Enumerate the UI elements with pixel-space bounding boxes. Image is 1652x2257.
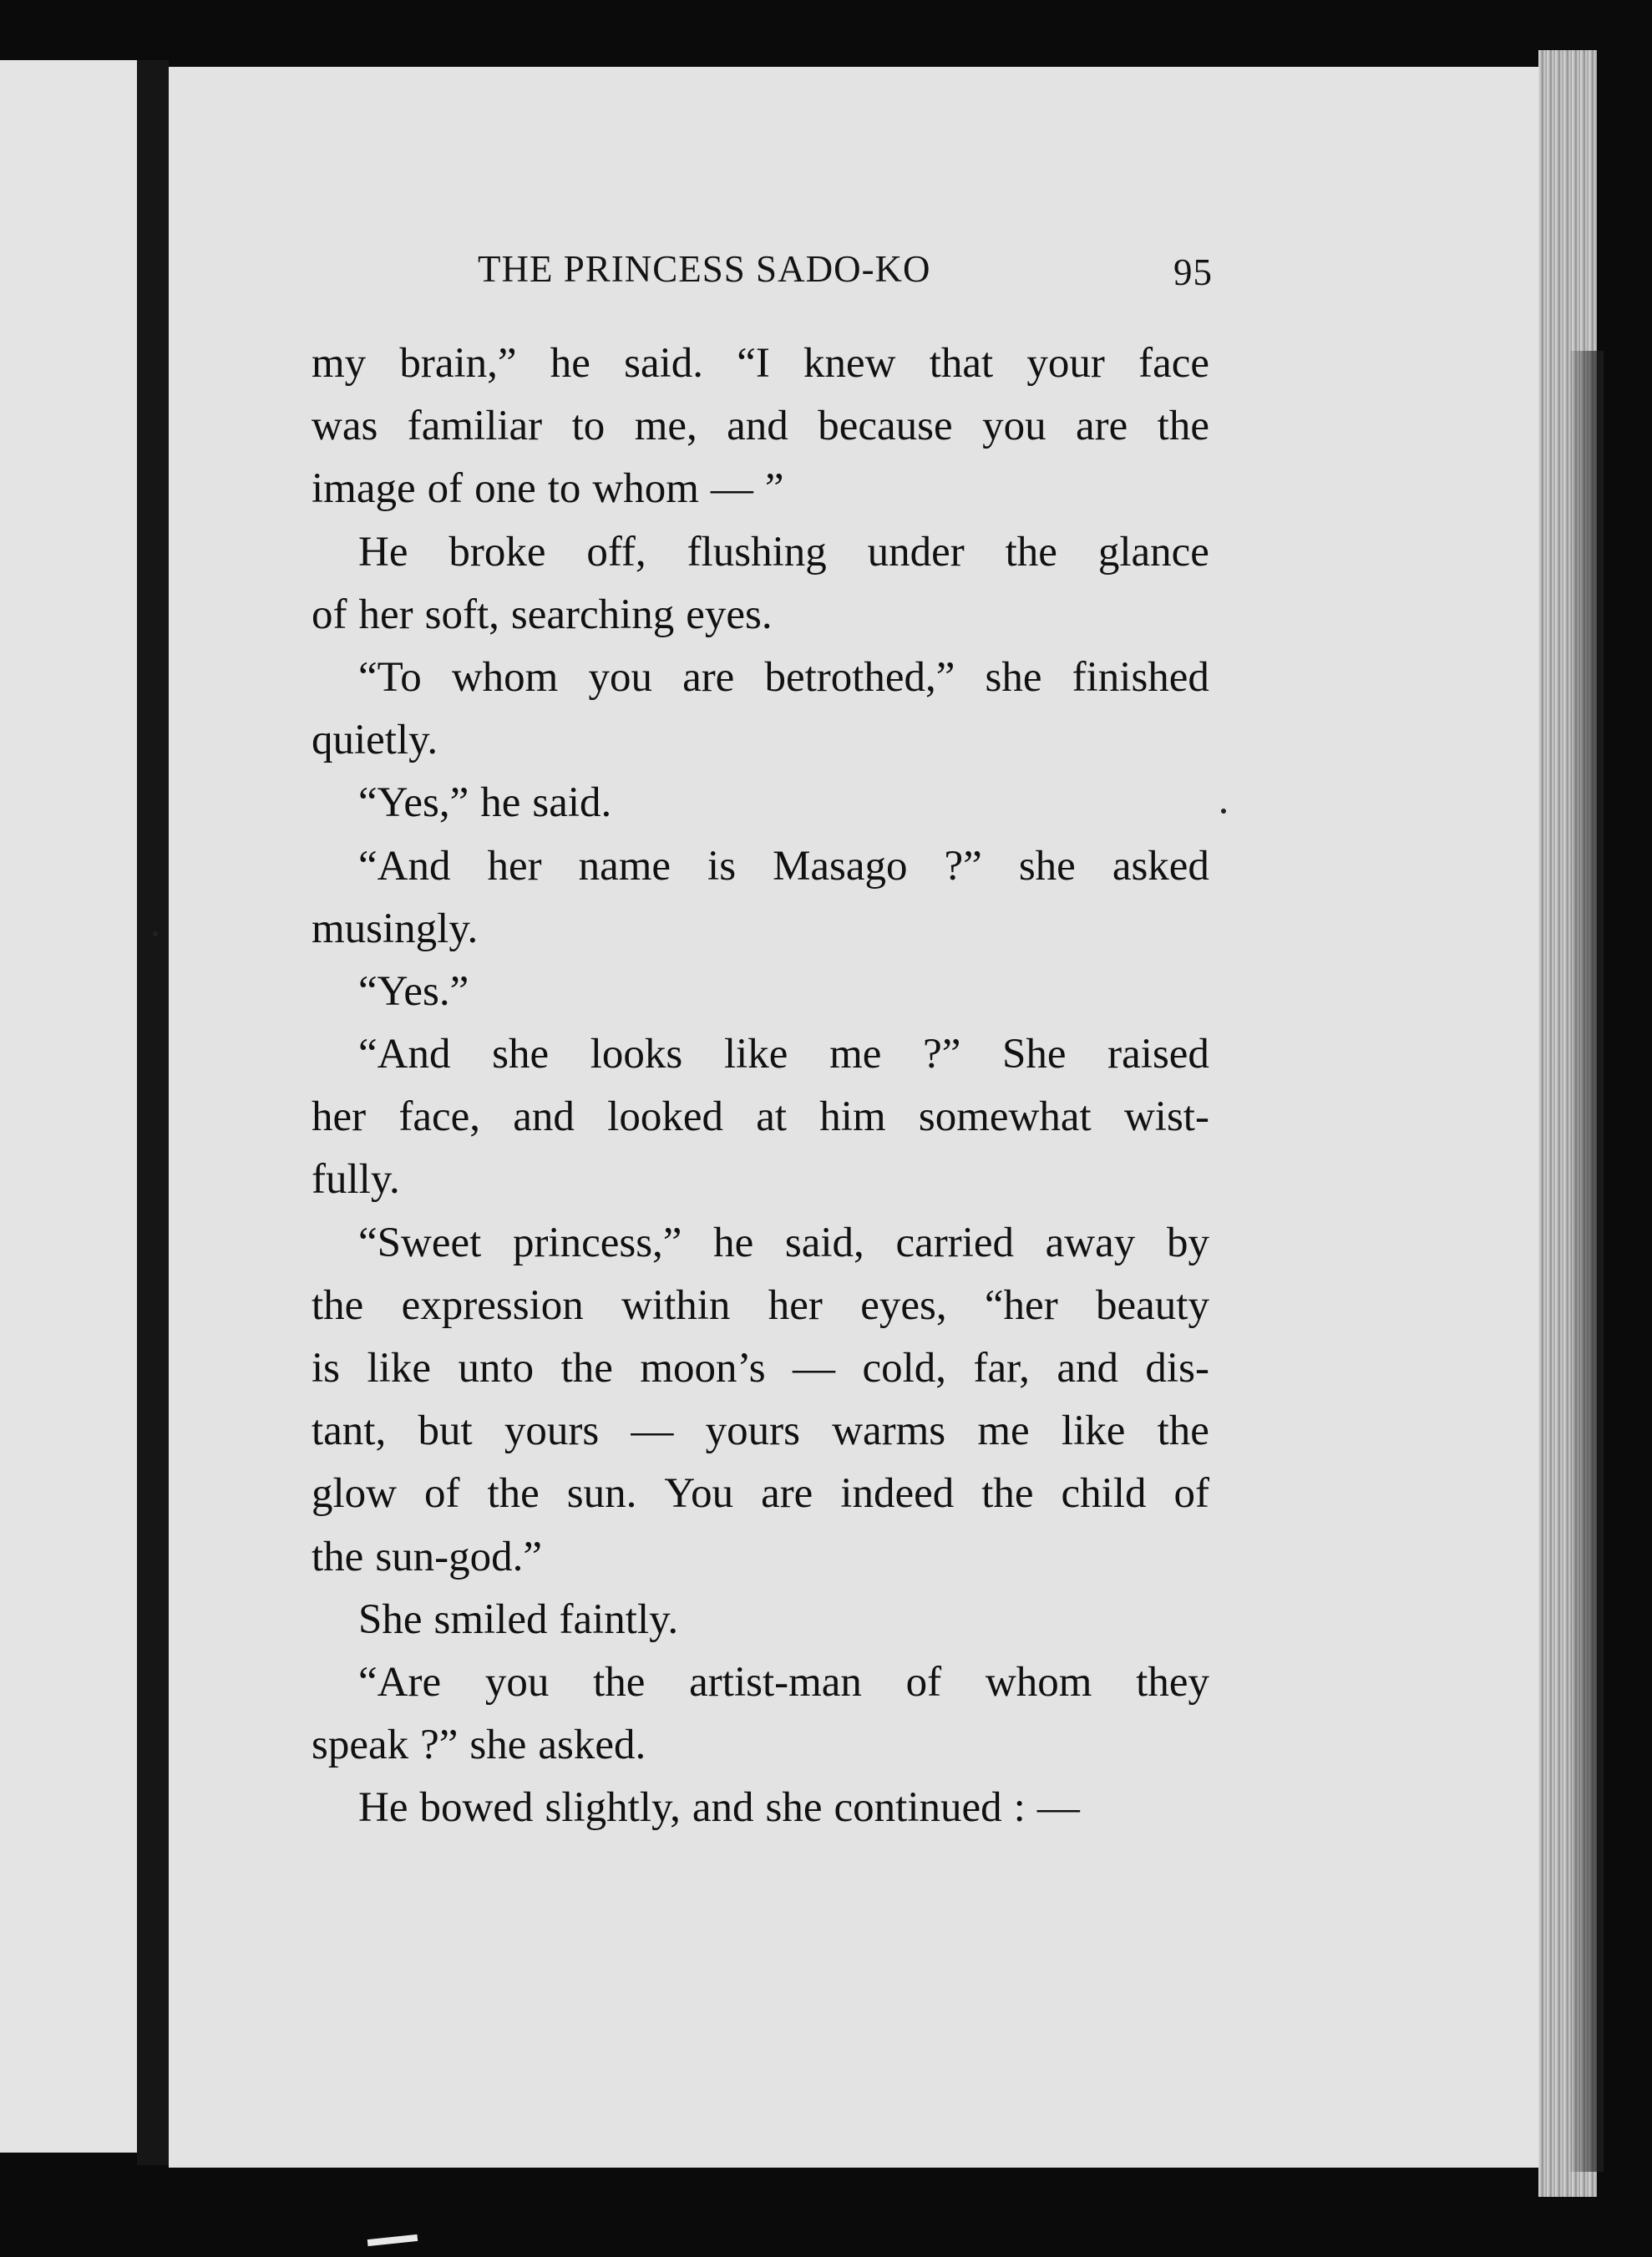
- word: faintly.: [559, 1595, 679, 1643]
- text-line: [312, 1023, 1209, 1086]
- word: that: [929, 340, 994, 387]
- word: and: [513, 1093, 575, 1141]
- word: —: [793, 1345, 836, 1392]
- word: —: [631, 1407, 674, 1455]
- word: asked.: [538, 1722, 646, 1769]
- word: Masago: [773, 842, 908, 890]
- word: “I: [737, 340, 770, 387]
- word: unto: [458, 1345, 535, 1392]
- word: the: [312, 1533, 364, 1580]
- text-line: [312, 835, 1209, 898]
- text-line: [312, 1149, 1209, 1211]
- word: he: [480, 779, 521, 827]
- word: and: [692, 1784, 754, 1832]
- text-line: [312, 647, 1209, 709]
- word: looked: [607, 1093, 723, 1141]
- word: expression: [401, 1281, 584, 1329]
- book-gutter: [137, 60, 169, 2165]
- word: and: [727, 403, 788, 450]
- text-line: [312, 1589, 1209, 1651]
- word: eyes,: [860, 1281, 947, 1329]
- text-line: [312, 395, 1209, 458]
- text-line: [312, 521, 1209, 584]
- word: off,: [586, 528, 646, 576]
- page-number: 95: [1173, 251, 1213, 293]
- word: like: [1061, 1407, 1126, 1455]
- word: looks: [590, 1031, 683, 1078]
- word: her: [312, 1093, 367, 1141]
- word: He: [358, 1784, 408, 1832]
- word: sun.: [566, 1470, 637, 1518]
- word: dis-: [1145, 1345, 1209, 1392]
- word: the: [560, 1345, 613, 1392]
- word: “And: [358, 1031, 451, 1078]
- word: “Sweet: [358, 1219, 482, 1266]
- text-line: [312, 772, 1209, 834]
- running-title: THE PRINCESS SADO-KO: [478, 248, 931, 290]
- text-line: [312, 1463, 1209, 1525]
- word: he: [550, 340, 590, 387]
- text-line: [312, 961, 1209, 1023]
- word: eyes.: [686, 591, 773, 638]
- word: glow: [312, 1470, 397, 1518]
- word: but: [418, 1407, 473, 1455]
- word: slightly,: [545, 1784, 681, 1832]
- word: —: [710, 465, 753, 513]
- word: the: [312, 1281, 364, 1329]
- text-line: [312, 1086, 1209, 1149]
- word: princess,”: [512, 1219, 682, 1266]
- word: and: [1057, 1345, 1118, 1392]
- word: of: [905, 1658, 942, 1706]
- word: “And: [358, 842, 451, 890]
- word: the: [1157, 403, 1209, 450]
- running-header: [478, 247, 1221, 306]
- word: of: [427, 465, 464, 513]
- word: they: [1136, 1658, 1209, 1706]
- word: like: [723, 1031, 788, 1078]
- word: of: [312, 591, 347, 638]
- word: she: [985, 653, 1042, 701]
- word: she: [1018, 842, 1076, 890]
- word: child: [1061, 1470, 1147, 1518]
- word: familiar: [407, 403, 543, 450]
- text-line: [312, 1777, 1209, 1839]
- word: was: [312, 403, 378, 450]
- word: moon’s: [640, 1345, 766, 1392]
- text-line: [312, 1337, 1209, 1400]
- word: are: [761, 1470, 813, 1518]
- word: said.: [532, 779, 612, 827]
- scan-speck: [1221, 809, 1226, 814]
- word: She: [358, 1595, 423, 1643]
- word: quietly.: [312, 717, 438, 764]
- word: broke: [448, 528, 546, 576]
- word: ?”: [944, 842, 982, 890]
- word: far,: [973, 1345, 1030, 1392]
- word: warms: [832, 1407, 946, 1455]
- word: are: [682, 653, 735, 701]
- word: indeed: [840, 1470, 955, 1518]
- word: the: [1157, 1407, 1209, 1455]
- word: betrothed,”: [764, 653, 955, 701]
- word: she: [492, 1031, 550, 1078]
- word: he: [713, 1219, 754, 1266]
- word: because: [818, 403, 953, 450]
- word: somewhat: [918, 1093, 1092, 1141]
- word: she: [765, 1784, 823, 1832]
- text-line: [312, 458, 1209, 520]
- word: ?”: [420, 1722, 459, 1769]
- word: asked: [1112, 842, 1209, 890]
- word: to: [547, 465, 581, 513]
- word: face: [1138, 340, 1209, 387]
- word: him: [819, 1093, 886, 1141]
- word: at: [756, 1093, 788, 1141]
- word: soft,: [424, 591, 499, 638]
- word: —: [1036, 1784, 1080, 1832]
- text-line: [312, 898, 1209, 961]
- text-line: [312, 1714, 1209, 1777]
- word: sun-god.”: [375, 1533, 543, 1580]
- word: away: [1045, 1219, 1136, 1266]
- word: “Are: [358, 1658, 442, 1706]
- text-line: [312, 1526, 1209, 1589]
- word: by: [1166, 1219, 1209, 1266]
- scan-speck: [153, 931, 158, 936]
- body-text: [312, 332, 1209, 1840]
- word: of: [1173, 1470, 1209, 1518]
- word: me: [829, 1031, 882, 1078]
- word: name: [578, 842, 671, 890]
- left-facing-page: [0, 60, 137, 2153]
- text-line: [312, 1400, 1209, 1463]
- word: she: [469, 1722, 527, 1769]
- word: ?”: [923, 1031, 961, 1078]
- word: searching: [510, 591, 675, 638]
- word: you: [484, 1658, 550, 1706]
- word: cold,: [862, 1345, 947, 1392]
- word: glance: [1097, 528, 1209, 576]
- word: finished: [1072, 653, 1209, 701]
- word: her: [487, 842, 542, 890]
- word: said,: [784, 1219, 864, 1266]
- text-line: [312, 584, 1209, 647]
- text-line: [312, 1212, 1209, 1275]
- word: smiled: [433, 1595, 548, 1643]
- word: ”: [764, 465, 784, 513]
- word: carried: [895, 1219, 1015, 1266]
- word: whom: [985, 1658, 1092, 1706]
- word: you: [982, 403, 1046, 450]
- word: image: [312, 465, 416, 513]
- word: You: [664, 1470, 734, 1518]
- text-line: [312, 332, 1209, 395]
- word: to: [571, 403, 606, 450]
- word: is: [707, 842, 737, 890]
- word: brain,”: [399, 340, 517, 387]
- word: He: [358, 528, 408, 576]
- word: artist-man: [689, 1658, 862, 1706]
- text-line: [312, 1651, 1209, 1714]
- word: beauty: [1096, 1281, 1209, 1329]
- word: flushing: [687, 528, 827, 576]
- word: raised: [1107, 1031, 1209, 1078]
- word: me: [977, 1407, 1030, 1455]
- word: wist-: [1123, 1093, 1209, 1141]
- word: her: [358, 591, 413, 638]
- word: musingly.: [312, 905, 479, 952]
- word: yours: [705, 1407, 800, 1455]
- word: “Yes.”: [358, 967, 469, 1015]
- word: fully.: [312, 1156, 400, 1204]
- word: “her: [984, 1281, 1058, 1329]
- word: :: [1013, 1784, 1026, 1832]
- word: “To: [358, 653, 422, 701]
- word: bowed: [419, 1784, 534, 1832]
- word: like: [367, 1345, 431, 1392]
- word: the: [487, 1470, 540, 1518]
- word: the: [1005, 528, 1057, 576]
- fore-edge-shadow: [1570, 351, 1604, 2172]
- word: under: [867, 528, 965, 576]
- word: tant,: [312, 1407, 387, 1455]
- word: the: [593, 1658, 646, 1706]
- word: yours: [504, 1407, 600, 1455]
- word: your: [1026, 340, 1105, 387]
- word: whom: [451, 653, 559, 701]
- word: “Yes,”: [358, 779, 469, 827]
- word: said.: [624, 340, 704, 387]
- word: continued: [834, 1784, 1002, 1832]
- scan-edge-mark: [367, 2234, 418, 2246]
- word: the: [981, 1470, 1034, 1518]
- word: are: [1075, 403, 1128, 450]
- word: her: [768, 1281, 823, 1329]
- word: whom: [592, 465, 699, 513]
- word: speak: [312, 1722, 409, 1769]
- word: knew: [803, 340, 896, 387]
- word: She: [1002, 1031, 1067, 1078]
- word: you: [588, 653, 652, 701]
- word: face,: [398, 1093, 481, 1141]
- word: my: [312, 340, 367, 387]
- word: me,: [634, 403, 697, 450]
- text-line: [312, 1275, 1209, 1337]
- word: one: [474, 465, 536, 513]
- word: is: [312, 1345, 341, 1392]
- word: of: [423, 1470, 460, 1518]
- word: within: [621, 1281, 731, 1329]
- text-line: [312, 709, 1209, 772]
